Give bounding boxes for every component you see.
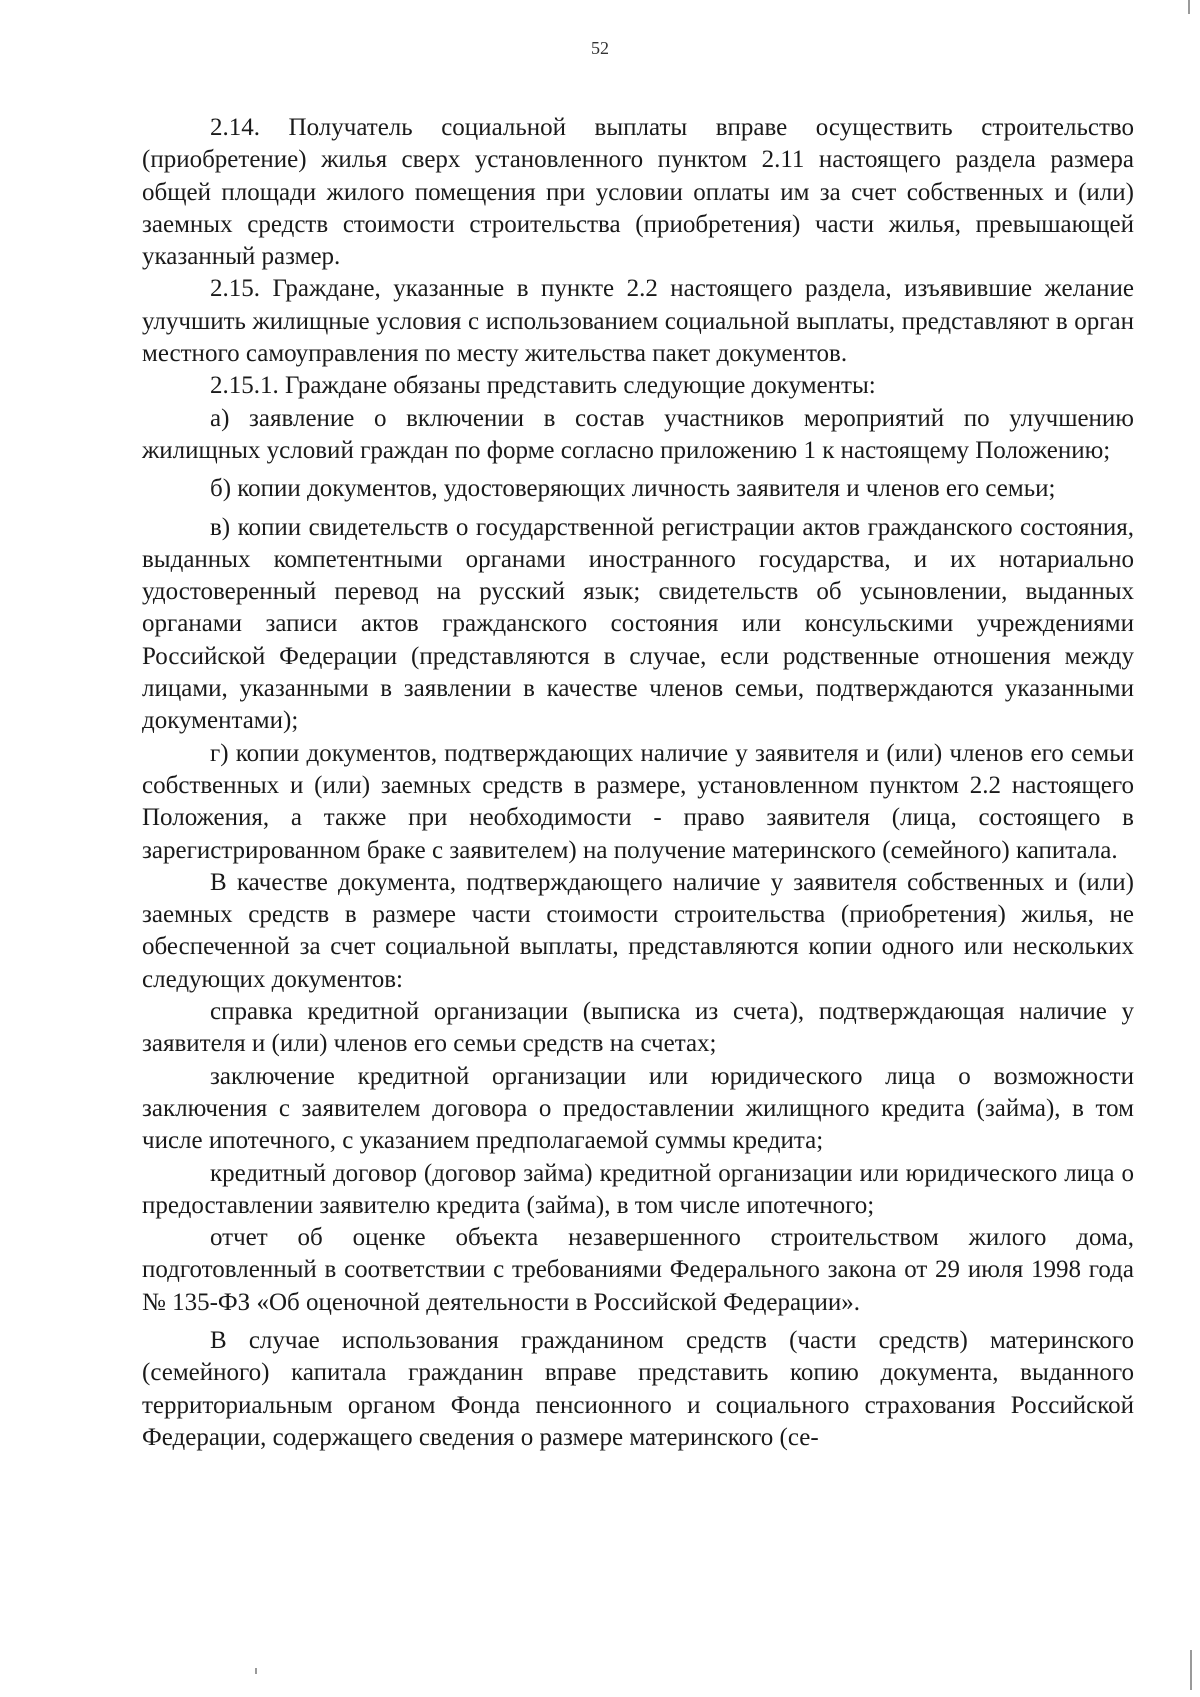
document-bank-statement: справка кредитной организации (выписка из счета), подтверждающая наличие у заявителя и (или) членов его семьи средств на счетах; (142, 998, 1134, 1058)
list-item-b: б) копии документов, удостоверяющих личность заявителя и членов его семьи; (210, 475, 1056, 503)
list-item-v: в) копии свидетельств о государственной регистрации актов гражданского состояния, выданных компетентными органами иностранного государства, и их нотариально удостоверенный перевод на русский язык; свидетельств об усыновлении, выданных органами записи актов гражданского состояния или консульскими учреждениями Российской Федерации (представляются в случае, если родственные отношения между лицами, указанными в заявлении в качестве членов семьи, подтверждаются указанными документами); (142, 513, 1134, 735)
paragraph-2-15: 2.15. Граждане, указанные в пункте 2.2 настоящего раздела, изъявившие желание улучшить жилищные условия с использованием социальной выплаты, представляют в орган местного самоуправления по месту жительства пакет документов. (142, 275, 1134, 368)
document-credit-agreement: кредитный договор (договор займа) кредитной организации или юридического лица о предоставлении заявителю кредита (займа), в том числе ипотечного; (142, 1159, 1134, 1219)
document-valuation-report: отчет об оценке объекта незавершенного строительством жилого дома, подготовленный в соответствии с требованиями Федерального закона от 29 июля 1998 года № 135-ФЗ «Об оценочной деятельности в Российской Федерации». (142, 1224, 1134, 1316)
paragraph-maternity-capital: В случае использования гражданином средств (части средств) материнского (семейного) капитала гражданин вправе представить копию документа, выданного территориальным органом Фонда пенсионного и социального страхования Российской Федерации, содержащего сведения о размере материнского (се- (142, 1326, 1134, 1451)
paragraph-documents: В качестве документа, подтверждающего наличие у заявителя собственных и (или) заемных средств в размере части стоимости строительства (приобретения) жилья, не обеспеченной за счет социальной выплаты, представляются копии одного или нескольких следующих документов: (142, 868, 1134, 993)
scan-mark (255, 1668, 257, 1674)
scan-mark (1190, 1650, 1192, 1690)
list-item-a: а) заявление о включении в состав участников мероприятий по улучшению жилищных условий граждан по форме согласно приложению 1 к настоящему Положению; (142, 404, 1134, 464)
scan-mark (1188, 0, 1190, 14)
paragraph-2-15-1: 2.15.1. Граждане обязаны представить следующие документы: (210, 372, 876, 400)
list-item-g: г) копии документов, подтверждающих наличие у заявителя и (или) членов его семьи собственных и (или) заемных средств в размере, установленном пунктом 2.2 настоящего Положения, а также при необходимости - право заявителя (лица, состоящего в зарегистрированном браке с заявителем) на получение материнского (семейного) капитала. (142, 739, 1134, 864)
paragraph-2-14: 2.14. Получатель социальной выплаты вправе осуществить строительство (приобретение) жилья сверх установленного пунктом 2.11 настоящего раздела размера общей площади жилого помещения при условии оплаты им за счет собственных и (или) заемных средств стоимости строительства (приобретения) части жилья, превышающей указанный размер. (142, 114, 1134, 271)
document-body (142, 112, 1134, 1454)
page-number: 52 (591, 38, 609, 58)
document-credit-conclusion: заключение кредитной организации или юридического лица о возможности заключения с заявителем договора о предоставлении жилищного кредита (займа), в том числе ипотечного, с указанием предполагаемой суммы кредита; (142, 1062, 1134, 1155)
